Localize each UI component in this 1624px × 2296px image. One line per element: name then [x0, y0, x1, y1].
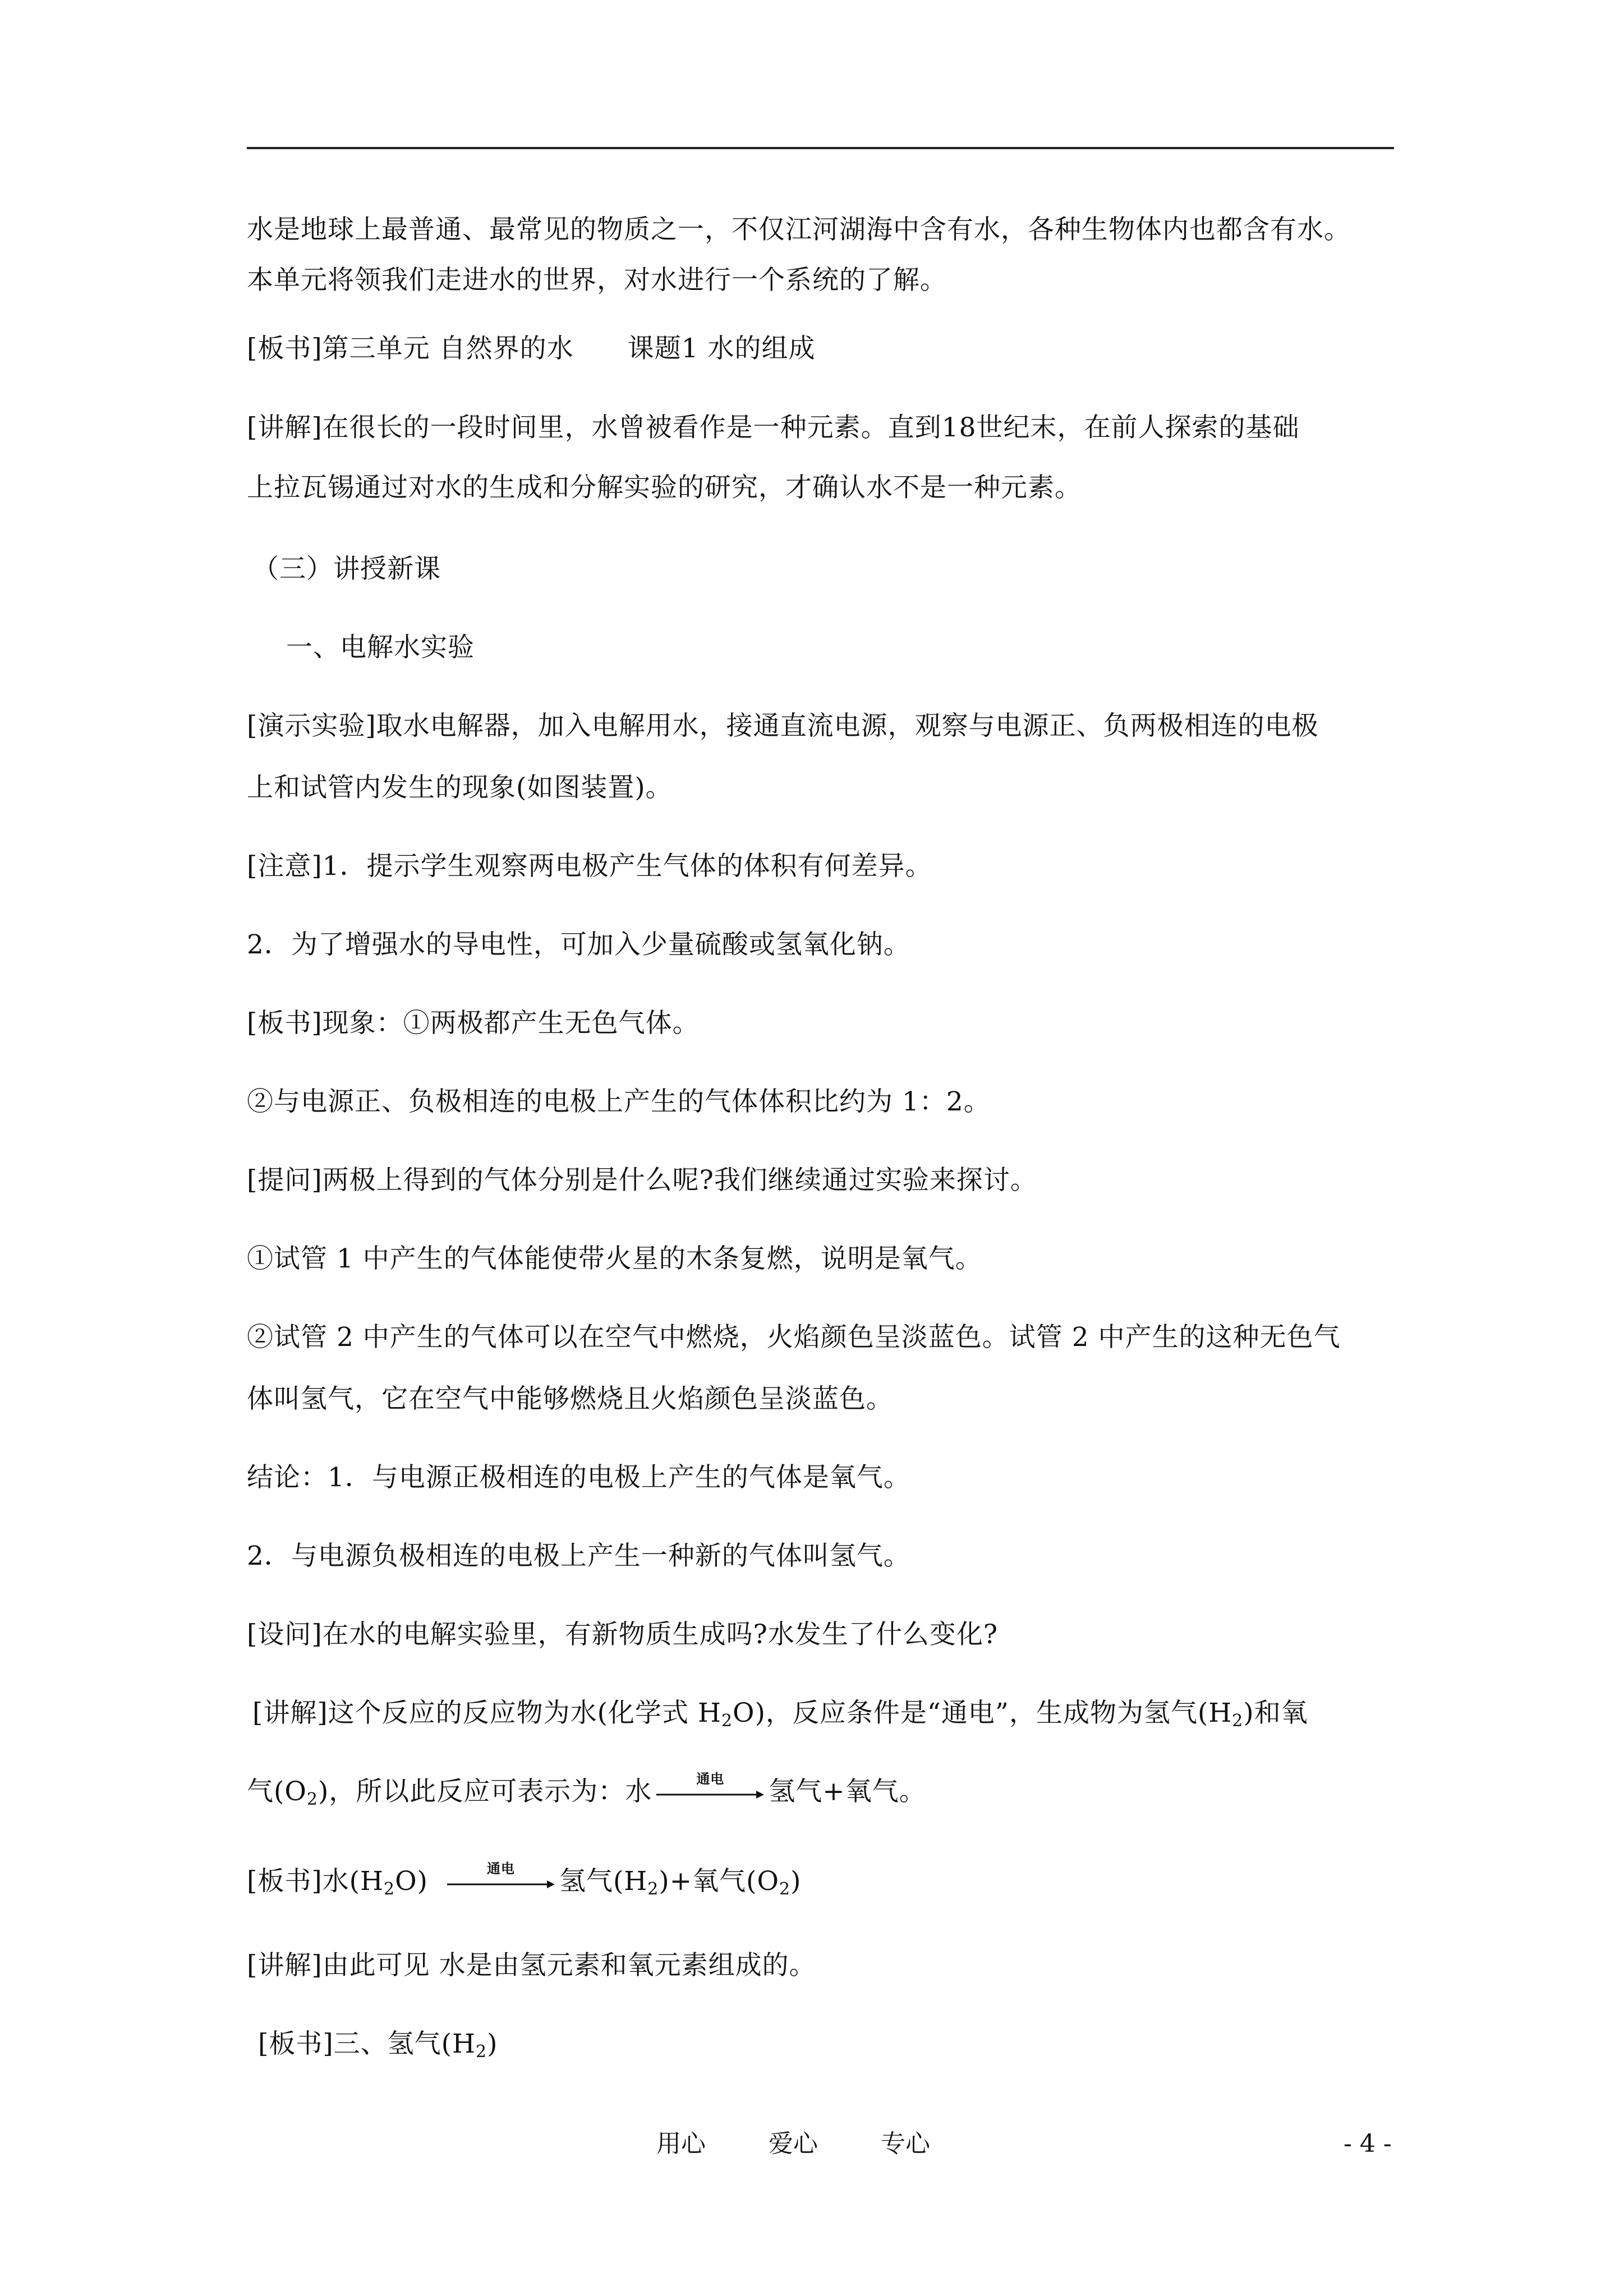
- subscript: 2: [721, 1711, 733, 1731]
- arrow-icon: [445, 1872, 557, 1894]
- lecture-2-text-f: 氢气+氧气。: [769, 1776, 926, 1807]
- subscript: 2: [306, 1790, 318, 1809]
- lecture-2-text-a: [讲解]这个反应的反应物为水(化学式 H: [252, 1698, 721, 1728]
- lecture-2-text-c: )和氧: [1243, 1698, 1308, 1728]
- subscript: 2: [1232, 1711, 1244, 1731]
- lecture-1-line-1: [讲解]在很长的一段时间里，水曾被看作是一种元素。直到18世纪末，在前人探索的基础: [247, 412, 1300, 443]
- lecture-2-line-1: [252, 1696, 1308, 1738]
- footer-right: 专心: [881, 2129, 930, 2158]
- lecture-2-text-b: O)，反应条件是“通电”，生成物为氢气(H: [733, 1698, 1232, 1728]
- arrow-icon: [654, 1782, 766, 1805]
- reaction-arrow: [654, 1771, 766, 1805]
- demo-line-2: 上和试管内发生的现象(如图装置)。: [247, 772, 673, 803]
- note-1: [注意]1．提示学生观察两电极产生气体的体积有何差异。: [247, 851, 932, 882]
- header-rule: [247, 147, 1394, 149]
- board-phenomenon: [板书]现象：①两极都产生无色气体。: [247, 1008, 700, 1039]
- board-title: [板书]第三单元 自然界的水 课题1 水的组成: [247, 333, 816, 364]
- subscript: 2: [384, 1879, 395, 1899]
- board-eq-a: [板书]水(H: [247, 1866, 384, 1897]
- board-eq-e: ): [790, 1866, 802, 1897]
- question-2: [设问]在水的电解实验里，有新物质生成吗?水发生了什么变化?: [247, 1619, 999, 1650]
- lecture-2-text-e: )，所以此反应可表示为：水: [318, 1776, 652, 1807]
- lecture-2-line-2: [247, 1771, 926, 1816]
- arrow-condition-label: 通电: [696, 1771, 725, 1787]
- lecture-3: [讲解]由此可见 水是由氢元素和氧元素组成的。: [247, 1950, 816, 1981]
- board-hydrogen: [258, 2027, 498, 2069]
- conclusion-2: 2．与电源负极相连的电极上产生一种新的气体叫氢气。: [247, 1541, 910, 1571]
- conclusion-1: 结论：1．与电源正极相连的电极上产生的气体是氧气。: [247, 1462, 910, 1493]
- subsection-heading: 一、电解水实验: [286, 632, 475, 663]
- lecture-1-line-2: 上拉瓦锡通过对水的生成和分解实验的研究，才确认水不是一种元素。: [247, 472, 1082, 503]
- note-2: 2．为了增强水的导电性，可加入少量硫酸或氢氧化钠。: [247, 929, 910, 960]
- intro-line-1: 水是地球上最普通、最常见的物质之一，不仅江河湖海中含有水，各种生物体内也都含有水。: [247, 214, 1351, 245]
- intro-line-2: 本单元将领我们走进水的世界，对水进行一个系统的了解。: [247, 265, 947, 296]
- section-heading: （三）讲授新课: [252, 554, 441, 584]
- question-1: [提问]两极上得到的气体分别是什么呢?我们继续通过实验来探讨。: [247, 1165, 1037, 1196]
- test-2-line-1: ②试管 2 中产生的气体可以在空气中燃烧，火焰颜色呈淡蓝色。试管 2 中产生的这种无色气: [247, 1322, 1341, 1353]
- test-1: ①试管 1 中产生的气体能使带火星的木条复燃，说明是氧气。: [247, 1243, 982, 1274]
- test-2-line-2: 体叫氢气，它在空气中能够燃烧且火焰颜色呈淡蓝色。: [247, 1384, 893, 1414]
- lecture-2-text-d: 气(O: [247, 1776, 307, 1807]
- board-hydrogen-a: [板书]三、氢气(H: [258, 2028, 476, 2059]
- reaction-arrow: [445, 1861, 557, 1894]
- board-eq-b: O): [395, 1866, 428, 1897]
- footer-mid: 爱心: [769, 2129, 818, 2158]
- footer-left: 用心: [656, 2129, 706, 2158]
- demo-line-1: [演示实验]取水电解器，加入电解用水，接通直流电源，观察与电源正、负两极相连的电极: [247, 711, 1319, 741]
- arrow-condition-label: 通电: [486, 1861, 515, 1877]
- page-number: - 4 -: [1344, 2129, 1392, 2158]
- board-phenomenon-2: ②与电源正、负极相连的电极上产生的气体体积比约为 1：2。: [247, 1086, 991, 1117]
- board-eq-d: )+氧气(O: [659, 1866, 779, 1897]
- board-hydrogen-b: ): [487, 2028, 498, 2059]
- board-eq-c: 氢气(H: [559, 1866, 648, 1897]
- subscript: 2: [476, 2042, 487, 2062]
- subscript: 2: [779, 1879, 791, 1899]
- board-equation: [247, 1861, 802, 1906]
- subscript: 2: [647, 1879, 659, 1899]
